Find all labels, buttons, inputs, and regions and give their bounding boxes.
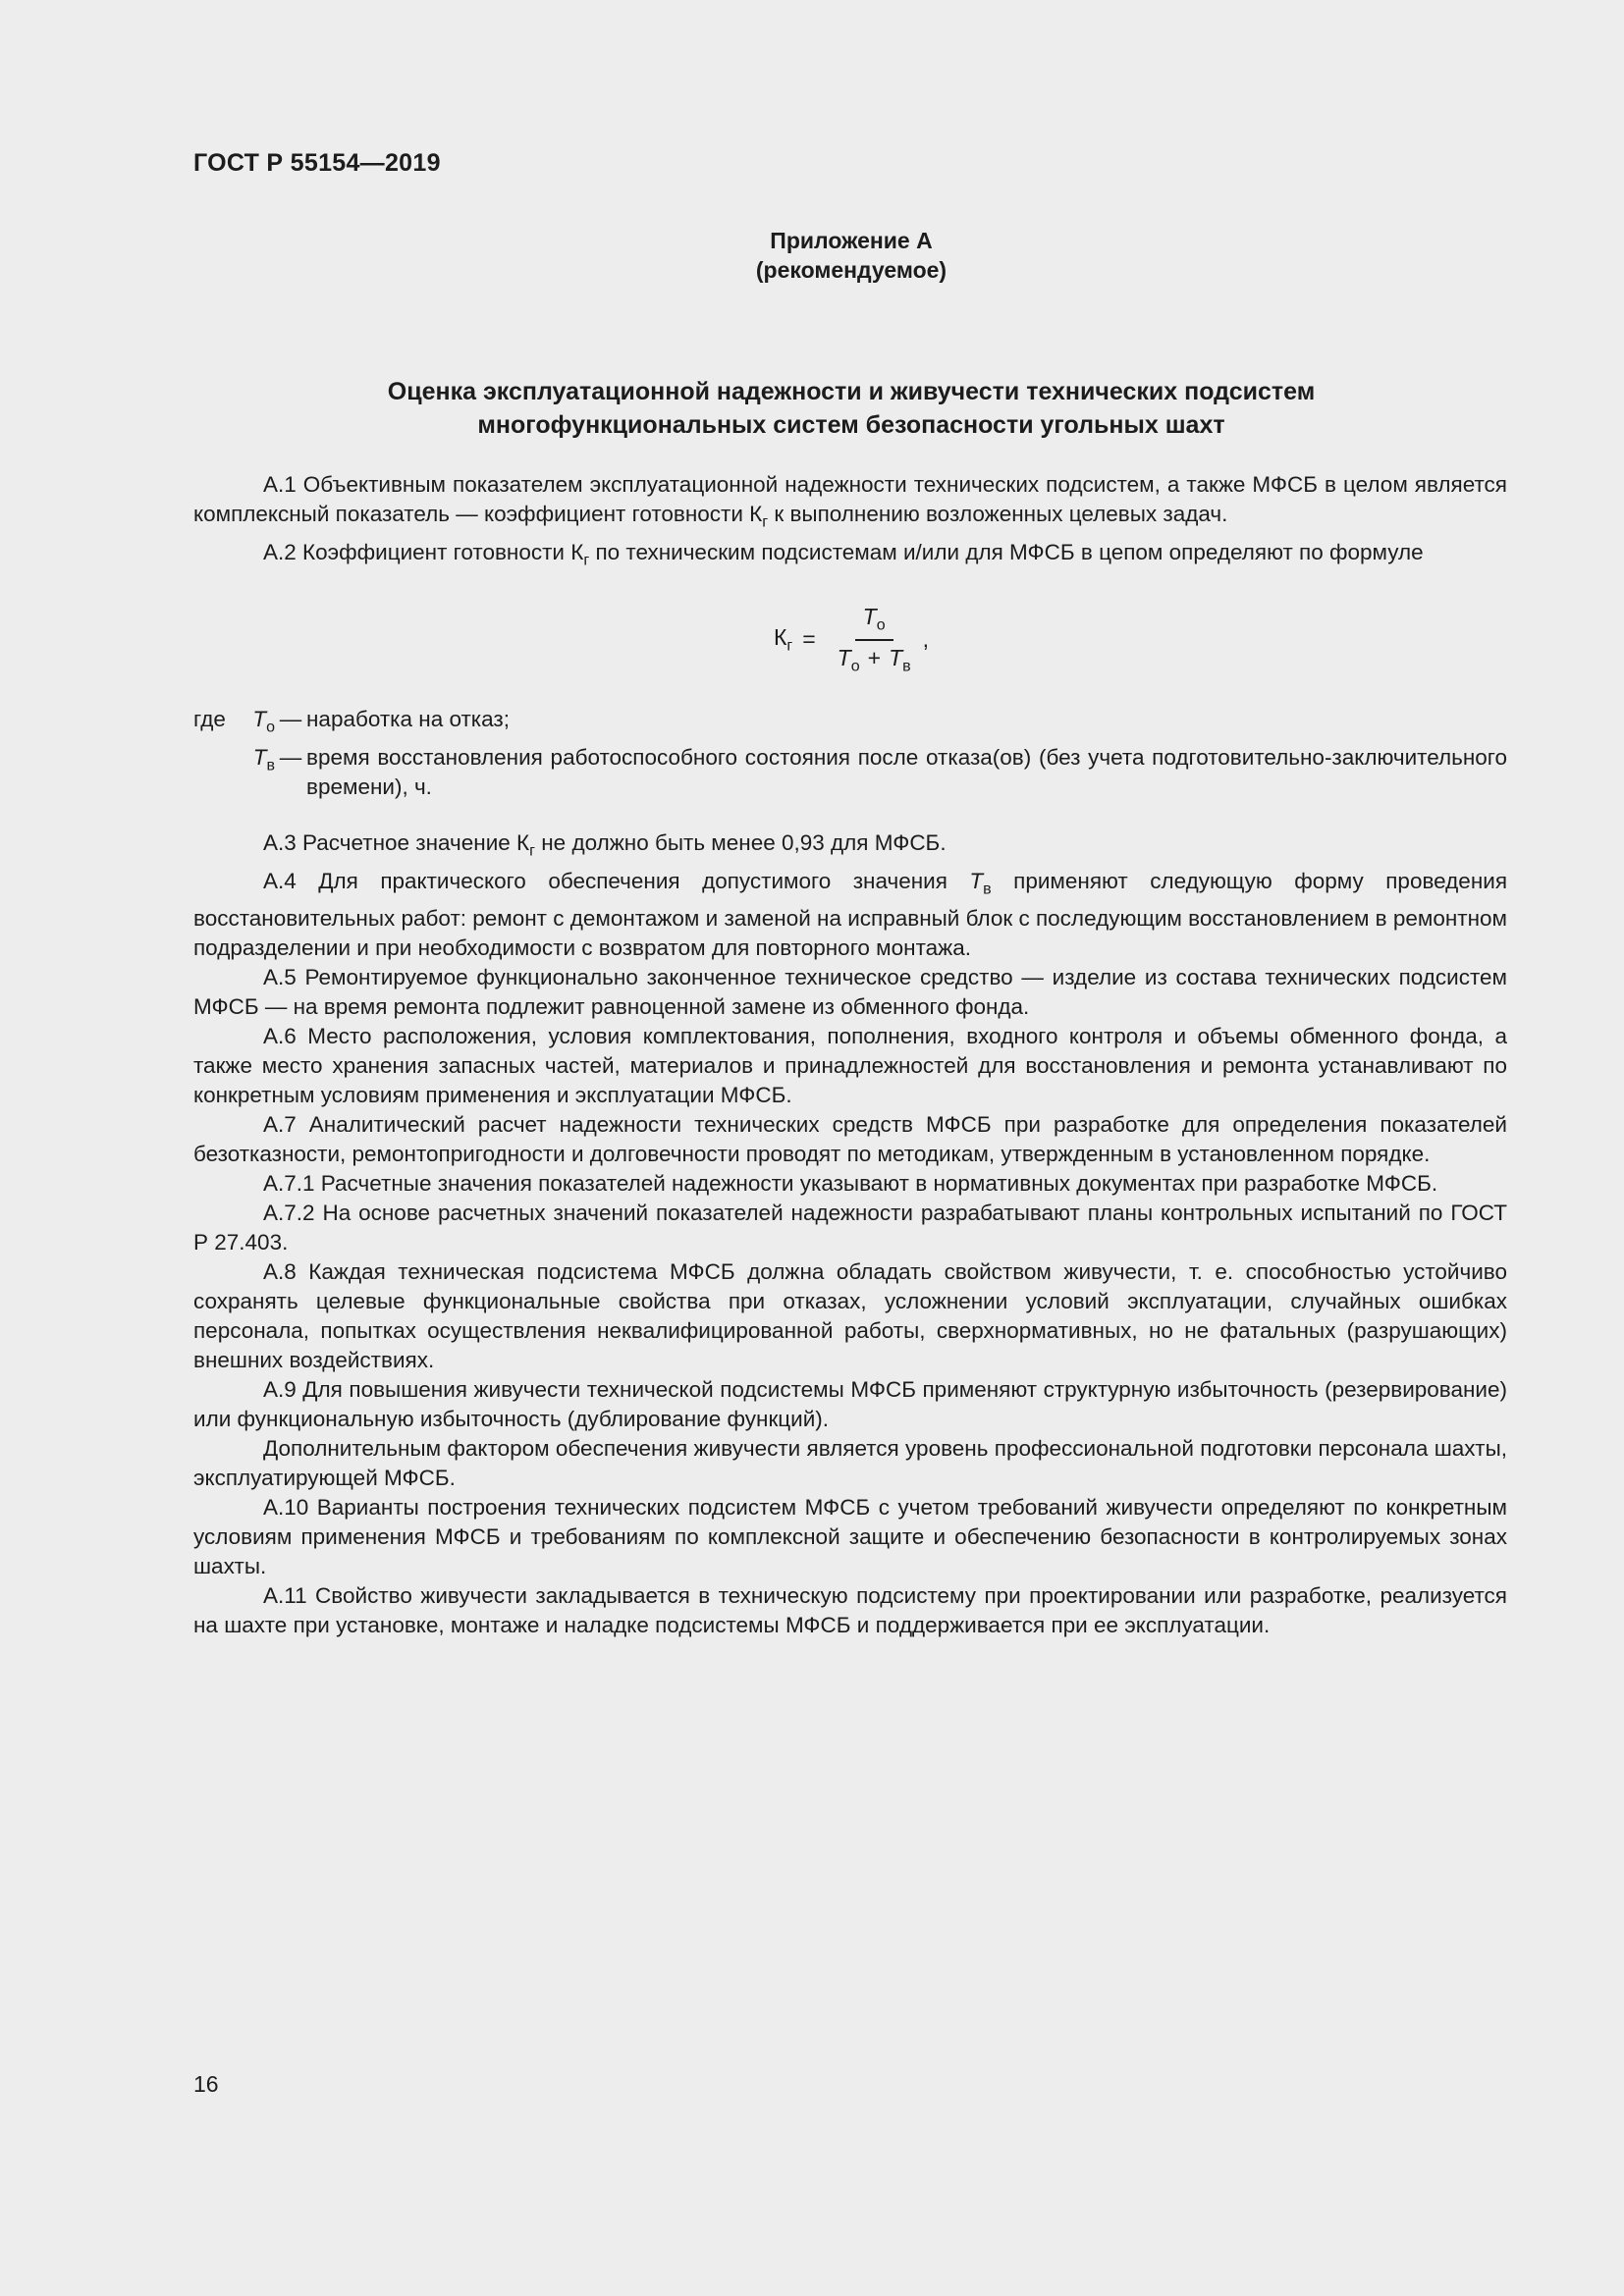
appendix-heading (0, 226, 1624, 285)
document-title-line-1: Оценка эксплуатационной надежности и живучести технических подсистем (387, 378, 1316, 405)
paragraph-a2: А.2 Коэффициент готовности $К_г$ по техническим подсистемам и/или для МФСБ в цепом определяют по формуле (263, 539, 1424, 568)
formula-lhs: $К_г$ (773, 623, 793, 655)
paragraph-a7: А.7 Аналитический расчет надежности технических средств МФСБ при разработке для определения показателей безотказности, ремонтопригодности и долговечности проводят по методикам, утвержденным в установленном порядке. (193, 1112, 1507, 1166)
paragraph-a10: А.10 Варианты построения технических подсистем МФСБ с учетом требований живучести определяют по конкретным условиям применения МФСБ и требованиям по комплексной защите и обеспечению безопасности в контролируемых зонах шахты. (193, 1495, 1507, 1578)
page-number: 16 (193, 2071, 219, 2097)
formula-denominator: $T_о + T_в$ (837, 644, 911, 675)
paragraph-a9: А.9 Для повышения живучести технической подсистемы МФСБ применяют структурную избыточность (резервирование) или функциональную избыточность (дублирование функций). (193, 1377, 1507, 1431)
paragraph-a11: А.11 Свойство живучести закладывается в техническую подсистему при проектировании или разработке, реализуется на шахте при установке, монтаже и наладке подсистемы МФСБ и поддерживается при ее эксплуатации. (193, 1583, 1507, 1637)
availability-formula (0, 604, 1624, 675)
paragraph-a4: А.4 Для практического обеспечения допустимого значения $T_в$ применяют следующую форму проведения восстановительных работ: ремонт с демонтажом и заменой на исправный блок с последующим восстановлением в ремонтном подразделении и при необходимости с возвратом для повторного монтажа. (193, 868, 1508, 960)
text-block-intro (193, 470, 1507, 575)
paragraph-extra: Дополнительным фактором обеспечения живучести является уровень профессиональной подготовки персонала шахты, эксплуатирующей МФСБ. (193, 1436, 1507, 1490)
document-title (0, 375, 1624, 442)
definition-tv: $T_в$ — время восстановления работоспособного состояния после отказа(ов) (без учета подготовительно-заключительного времени), ч. (252, 744, 1507, 799)
formula-definitions (193, 705, 1507, 802)
formula-comma: , (922, 626, 930, 653)
appendix-type: (рекомендуемое) (755, 257, 947, 283)
document-title-line-2: многофункциональных систем безопасности угольных шахт (477, 411, 1225, 439)
formula-equals: = (802, 626, 816, 653)
paragraph-a6: А.6 Место расположения, условия комплектования, пополнения, входного контроля и объемы обменного фонда, а также место хранения запасных частей, материалов и принадлежностей для восстановления и ремонта устанавливают по конкретным условиям применения и эксплуатации МФСБ. (193, 1024, 1507, 1107)
paragraph-a5: А.5 Ремонтируемое функционально законченное техническое средство — изделие из состава технических подсистем МФСБ — на время ремонта подлежит равноценной замене из обменного фонда. (193, 965, 1507, 1019)
paragraph-a8: А.8 Каждая техническая подсистема МФСБ должна обладать свойством живучести, т. е. способностью устойчиво сохранять целевые функциональные свойства при отказах, усложнении условий эксплуатации, случайных ошибках персонала, попытках осуществления неквалифицированной работы, сверхнормативных, но не фатальных (разрушающих) внешних воздействиях. (193, 1259, 1507, 1372)
formula-fraction (830, 604, 919, 675)
text-block-main (193, 828, 1507, 1640)
paragraph-a3: А.3 Расчетное значение $К_г$ не должно быть менее 0,93 для МФСБ. (263, 830, 947, 860)
paragraph-a7-1: А.7.1 Расчетные значения показателей надежности указывают в нормативных документах при разработке МФСБ. (263, 1171, 1438, 1196)
appendix-title: Приложение А (770, 228, 933, 253)
paragraph-a1: А.1 Объективным показателем эксплуатационной надежности технических подсистем, а также МФСБ в целом является комплексный показатель — коэффициент готовности $К_г$ к выполнению возложенных целевых задач. (193, 472, 1507, 531)
definition-to: где $T_о$ — наработка на отказ; (193, 707, 510, 736)
formula-numerator: $T_о$ (855, 604, 893, 641)
paragraph-a7-2: А.7.2 На основе расчетных значений показателей надежности разрабатывают планы контрольных испытаний по ГОСТ Р 27.403. (193, 1201, 1507, 1255)
document-code-header: ГОСТ Р 55154—2019 (193, 149, 441, 177)
